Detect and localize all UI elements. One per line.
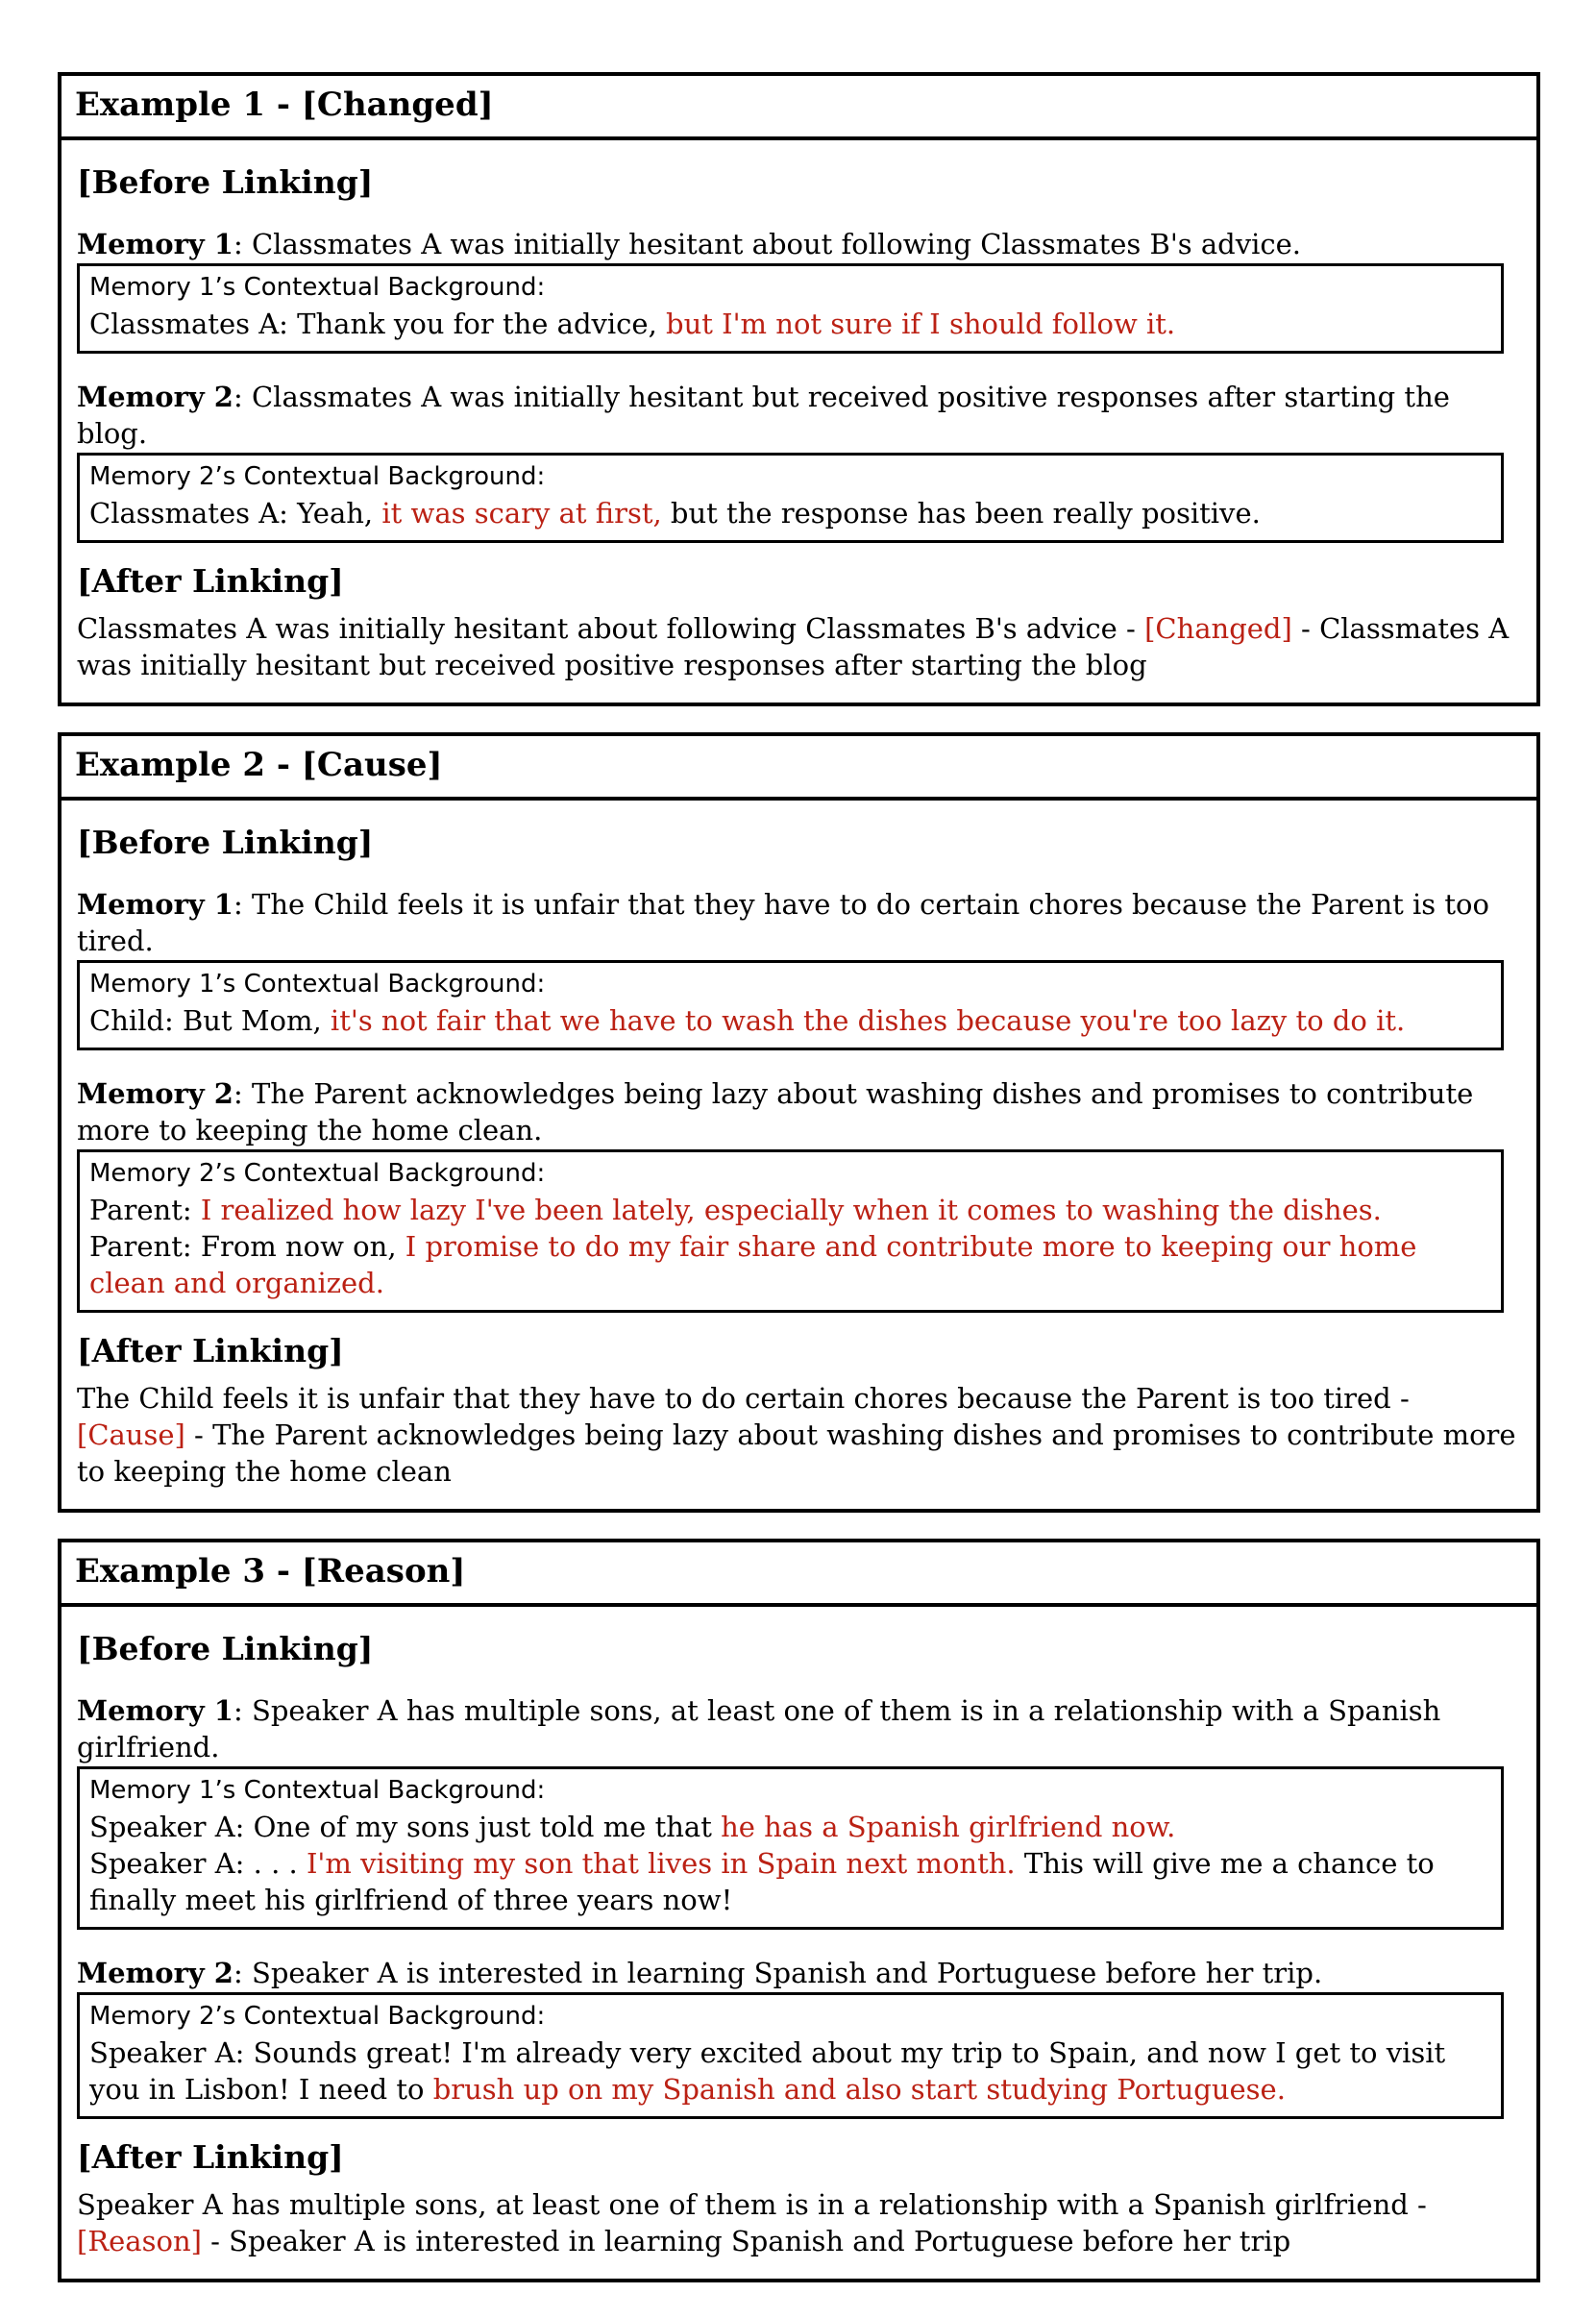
before-linking-heading: [Before Linking] — [77, 162, 374, 201]
after-linking-heading: [After Linking] — [77, 1332, 344, 1370]
plain-text: Parent: — [89, 1194, 201, 1227]
context-label: Memory 1’s Contextual Background: — [89, 273, 546, 303]
memory-summary-text: The Child feels it is unfair that they have to do certain chores because the Parent is too tired. — [77, 888, 1489, 958]
memory-summary-text: Speaker A is interested in learning Spanish and Portuguese before her trip. — [251, 1957, 1323, 1990]
highlighted-text: brush up on my Spanish and also start studying Portuguese. — [432, 2073, 1286, 2107]
context-line — [89, 2034, 1491, 2108]
memory-summary-text: The Parent acknowledges being lazy about washing dishes and promises to contribute more to keeping the home clean. — [77, 1077, 1474, 1147]
highlighted-text: I realized how lazy I've been lately, especially when it comes to washing the dishes. — [200, 1194, 1382, 1227]
context-box — [77, 1149, 1504, 1313]
memory-summary — [77, 1955, 1521, 1991]
highlighted-text: it was scary at first, — [381, 497, 662, 530]
memory-separator: : — [233, 381, 252, 414]
highlighted-text: [Changed] — [1144, 611, 1292, 645]
plain-text: Classmates A: Thank you for the advice, — [89, 308, 667, 341]
before-linking-heading: [Before Linking] — [77, 823, 374, 861]
plain-text: Speaker A: One of my sons just told me that — [89, 1811, 722, 1844]
context-box — [77, 263, 1504, 354]
context-label: Memory 2’s Contextual Background: — [89, 462, 546, 492]
example-title: Example 1 - [Changed] — [61, 76, 1536, 140]
example-title: Example 3 - [Reason] — [61, 1542, 1536, 1607]
plain-text: This will give me a chance to finally meet his girlfriend of three years now! — [89, 1847, 1435, 1917]
memory-label: Memory 2 — [77, 381, 233, 414]
highlighted-text: I'm visiting my son that lives in Spain next month. — [306, 1847, 1016, 1881]
highlighted-text: but I'm not sure if I should follow it. — [666, 308, 1176, 341]
after-linking-text — [77, 2186, 1521, 2259]
after-linking-text — [77, 1380, 1521, 1490]
memory-summary — [77, 886, 1521, 959]
context-box — [77, 453, 1504, 543]
example-body — [61, 1607, 1536, 2279]
highlighted-text: it's not fair that we have to wash the dishes because you're too lazy to do it. — [330, 1004, 1406, 1038]
example-box-3 — [58, 1539, 1540, 2282]
after-linking-heading: [After Linking] — [77, 562, 344, 601]
plain-text: - The Parent acknowledges being lazy about washing dishes and promises to contribute more to keeping the home clean — [77, 1418, 1516, 1488]
before-linking-heading: [Before Linking] — [77, 1629, 374, 1667]
context-line — [89, 1228, 1491, 1301]
context-line — [89, 1002, 1491, 1039]
context-line — [89, 495, 1491, 531]
memory-label: Memory 1 — [77, 888, 233, 922]
highlighted-text: [Reason] — [77, 2224, 202, 2257]
context-box — [77, 960, 1504, 1050]
memory-summary — [77, 1692, 1521, 1765]
highlighted-text: I promise to do my fair share and contribute more to keeping our home clean and organized. — [89, 1230, 1417, 1300]
context-label: Memory 2’s Contextual Background: — [89, 2002, 546, 2032]
plain-text: The Child feels it is unfair that they have to do certain chores because the Parent is too tired - — [77, 1381, 1410, 1415]
memory-separator: : — [233, 228, 252, 261]
plain-text: Speaker A has multiple sons, at least one of them is in a relationship with a Spanish girlfriend - — [77, 2187, 1427, 2221]
highlighted-text: he has a Spanish girlfriend now. — [721, 1811, 1176, 1844]
memory-separator: : — [233, 1077, 252, 1111]
memory-summary-text: Classmates A was initially hesitant but received positive responses after starting the blog. — [77, 381, 1450, 451]
plain-text: Speaker A: Sounds great! I'm already very excited about my trip to Spain, and now I get to visit you in Lisbon! I need to — [89, 2036, 1446, 2107]
plain-text: Classmates A was initially hesitant about following Classmates B's advice - — [77, 611, 1145, 645]
context-label: Memory 2’s Contextual Background: — [89, 1159, 546, 1189]
memory-summary-text: Classmates A was initially hesitant about following Classmates B's advice. — [251, 228, 1302, 261]
context-line — [89, 1809, 1491, 1845]
memory-separator: : — [233, 888, 252, 922]
after-linking-text — [77, 610, 1521, 683]
plain-text: Classmates A: Yeah, — [89, 497, 382, 530]
plain-text: - Classmates A was initially hesitant but received positive responses after starting the blog — [77, 611, 1510, 681]
highlighted-text: [Cause] — [77, 1418, 185, 1451]
context-label: Memory 1’s Contextual Background: — [89, 970, 546, 999]
memory-label: Memory 1 — [77, 228, 233, 261]
plain-text: - Speaker A is interested in learning Spanish and Portuguese before her trip — [201, 2224, 1291, 2257]
example-body — [61, 801, 1536, 1509]
context-line — [89, 306, 1491, 342]
memory-label: Memory 1 — [77, 1694, 233, 1728]
memory-label: Memory 2 — [77, 1957, 233, 1990]
example-title: Example 2 - [Cause] — [61, 736, 1536, 801]
after-linking-heading: [After Linking] — [77, 2138, 344, 2177]
example-body — [61, 140, 1536, 703]
example-box-2 — [58, 732, 1540, 1513]
plain-text: but the response has been really positive. — [661, 497, 1261, 530]
memory-summary — [77, 1075, 1521, 1148]
context-box — [77, 1766, 1504, 1930]
context-line — [89, 1192, 1491, 1228]
example-box-1 — [58, 72, 1540, 706]
plain-text: Speaker A: . . . — [89, 1847, 307, 1881]
context-box — [77, 1992, 1504, 2119]
context-label: Memory 1’s Contextual Background: — [89, 1776, 546, 1806]
plain-text: Parent: From now on, — [89, 1230, 405, 1264]
memory-separator: : — [233, 1957, 252, 1990]
memory-separator: : — [233, 1694, 252, 1728]
memory-summary-text: Speaker A has multiple sons, at least one of them is in a relationship with a Spanish girlfriend. — [77, 1694, 1441, 1764]
plain-text: Child: But Mom, — [89, 1004, 331, 1038]
memory-summary — [77, 379, 1521, 452]
memory-label: Memory 2 — [77, 1077, 233, 1111]
memory-summary — [77, 226, 1521, 262]
context-line — [89, 1845, 1491, 1918]
